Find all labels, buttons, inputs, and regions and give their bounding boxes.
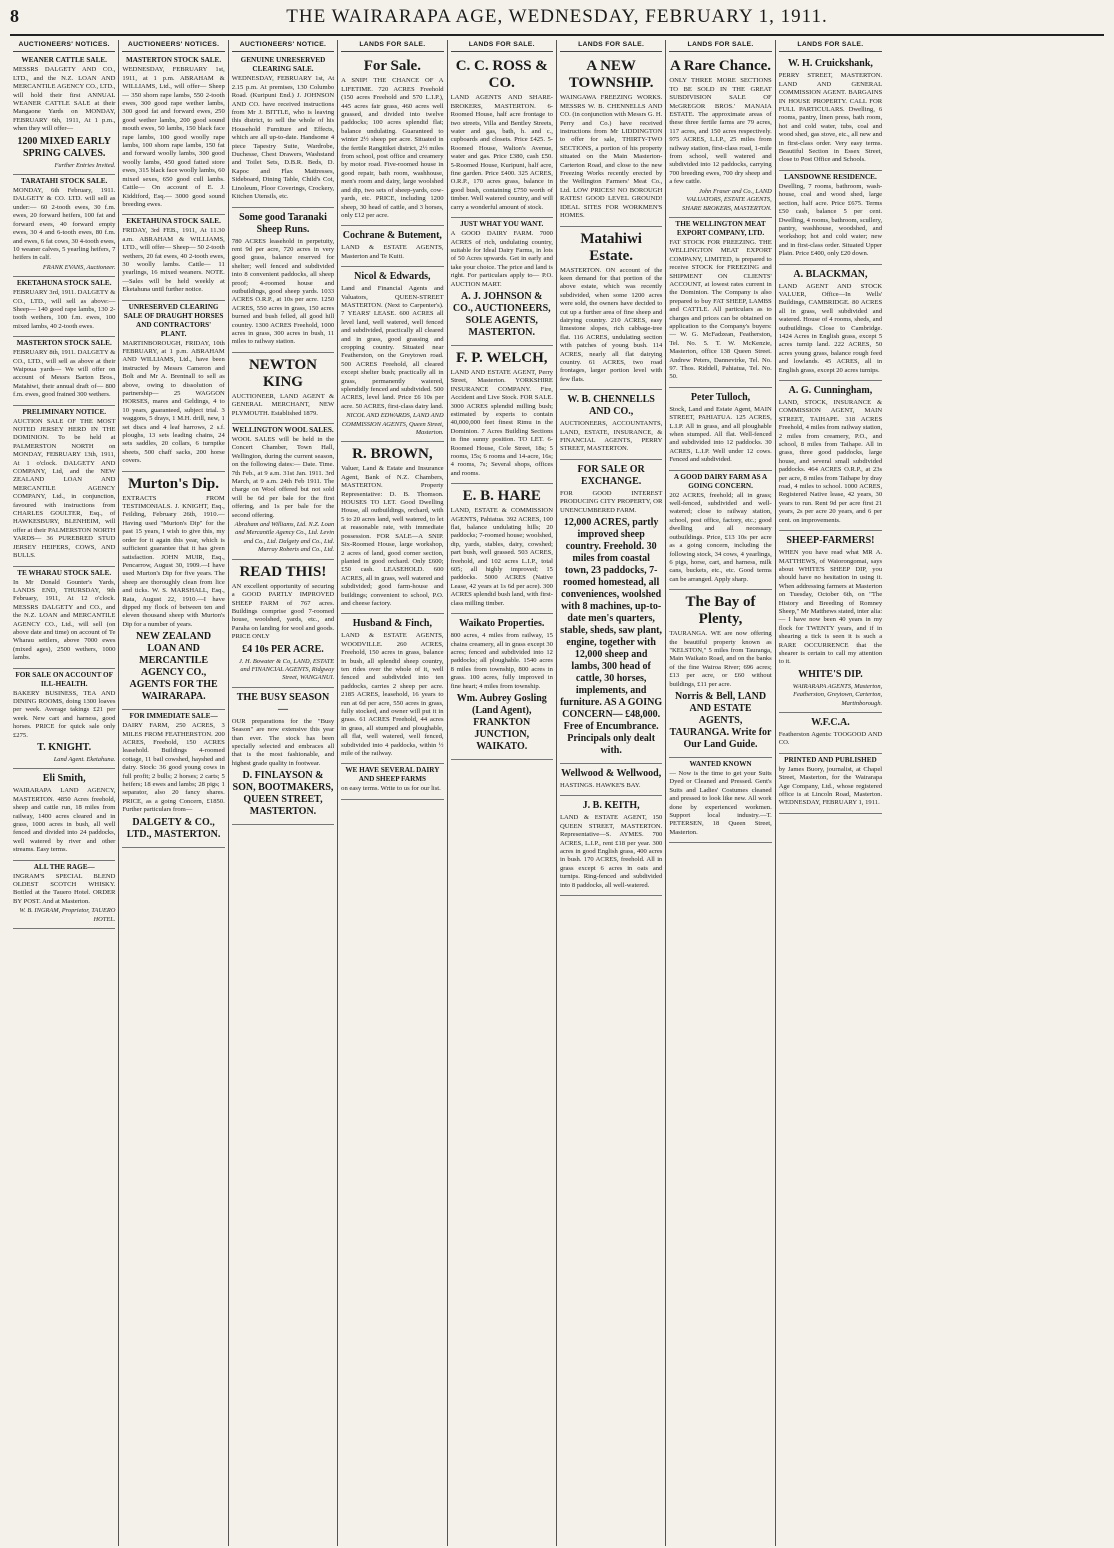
ad-body: LAND AND ESTATE AGENT, Perry Street, Masterton. YORKSHIRE INSURANCE COMPANY. Fire, Accident and Live Stock. FOR SALE. 3000 ACRES splendid milling bush; estimated by experts to contain 40,000,000 feet finest Rimu in the Dominion. 7 Acres Building Sections in fine sunny position. TO LET. 6-Roomed House, Cole Street, 18s; 5 rooms, 15s; 6 rooms and 14-acre, 16s; 4 rooms, 7s; Several shops, offices and rooms. [450, 368, 553, 477]
ad-title: J. B. KEITH, [582, 800, 640, 812]
ad-title: A. G. Cunningham, [788, 385, 873, 396]
ad-body: 800 acres, 4 miles from railway, 15 chains creamery, all in grass except 30 acres; fenced and subdivided into 12 paddocks; all ploughable. 1540 acres 8 miles from township, 800 acres in grass. 100 acres, fully improved in fine heart; 4 miles from township. [450, 632, 553, 690]
advertisement [13, 277, 115, 337]
ad-body: MESSRS DALGETY AND CO., LTD., and the N.Z. LOAN AND MERCANTILE AGENCY CO., LTD., will hold their first ANNUAL WEANER CATTLE SALE at their Mangaone Yards on MONDAY, FEBRUARY 6th, 1911, At 1 p.m., when they will offer— [13, 66, 116, 133]
ad-display-line: D. FINLAYSON & SON, BOOTMAKERS, QUEEN STREET, MASTERTON. [232, 770, 334, 818]
ad-title: Some good Taranaki Sheep Runs. [239, 211, 327, 235]
ad-signature: Land Agent. Eketahuna. [53, 756, 116, 763]
ad-body: LAND AGENT AND STOCK VALUER, Office—In Wells' Buildings, CAMBRIDGE. 80 ACRES all in grass, well subdivided and watered. House of 4 rooms, sheds, and outbuildings. Close to Cambridge. 1424 Acres in English grass, except 5 acres turnip land. 222 ACRES, 50 acres young grass, balance rough feed and lowlands. 45 ACRES, all in English grass, except 20 acres turnips. [778, 282, 883, 374]
ad-body: 780 ACRES leasehold in perpetuity, rent 9d per acre, 720 acres in very good grass, balance reserved for shelter; well fenced and subdivided into 8 convenient paddocks, all sheep proof; 4-roomed house and outbuildings, good sheep yards. 1033 ACRES O.R.P., at 10s per acre. 1250 ACRES, 550 acres in grass, 150 acres burned and bush felled, all good hill country. 1300 ACRES Freehold, 1000 acres in grass, 300 acres in bush, 11 miles to railway station. [231, 237, 335, 346]
advertisement [13, 406, 115, 567]
ad-body: LAND, ESTATE & COMMISSION AGENTS, Pahiatua. 392 ACRES, 100 flat, balance undulating hills; 20 paddocks; 7-roomed house; woolshed, dip, yards, stables, dairy, cowshed; part bush, well grassed. 503 ACRES, freehold, and 102 acres L.I.P., total 605; all highly improved; 15 paddocks. 5000 ACRES (Native Lease, 42 years at 1s 6d per acre). 300 ACRES splendid bush land, with first-class milling timber. [450, 507, 553, 607]
masthead [10, 6, 1104, 36]
advertisement [341, 54, 443, 226]
column-4 [338, 40, 447, 1546]
ad-title: W.F.C.A. [811, 717, 850, 728]
ad-body: DAIRY FARM, 250 ACRES, 3 MILES FROM FEATHERSTON. 200 ACRES, Freehold, 150 ACRES leasehold. Buildings 4-roomed cottage, 11 bail cowshed, hayshed and dairy. Stock: 36 good young cows in full profit; 2 bulls; 2 horses; 2 carts; 5 heifers; 18 ewes and lambs; 28 pigs; 1 separator, also 20 fancy shares. PRICE, as a going Concern, £1850. Further particulars from— [122, 722, 225, 814]
ad-title: A Rare Chance. [670, 58, 772, 75]
ad-title: Husband & Finch, [352, 618, 432, 630]
advertisement [122, 215, 224, 300]
ad-body: AUCTIONEERS, ACCOUNTANTS, LAND, ESTATE, INSURANCE, & FINANCIAL AGENTS, PERRY STREET, MASTERTON. [559, 420, 663, 453]
ad-body: LAND AGENTS AND SHARE-BROKERS, MASTERTON. 6-Roomed House, half acre frontage to two streets, Villa and Bentley Streets, water and gas, bath, h. and c., cupboards and closets. Price £425. 5-Roomed House, Walton's Avenue, water and gas. Price £380, cash £50. 5-Roomed House, Kuripuni, half acre, fine garden. Price £400. 325 ACRES, O.R.P., 170 acres grass, balance in good bush, containing £750 worth of timber. Well watered country, and will carry a wonderful amount of stock. [450, 94, 553, 211]
ad-body: on easy terms. Write to us for our list. [341, 785, 441, 793]
ad-title: TE WHARAU STOCK SALE. [17, 568, 112, 577]
column-8 [776, 40, 885, 1546]
advertisement [560, 796, 662, 896]
ad-title: Wellwood & Wellwood, [561, 768, 662, 780]
advertisement [13, 861, 115, 929]
advertisement [232, 424, 334, 560]
ad-title: LANSDOWNE RESIDENCE. [784, 172, 877, 181]
ad-body: Stock, Land and Estate Agent, MAIN STREET, PAHIATUA. 125 ACRES, L.I.P. All in grass, and all ploughable when stumped. All flat. Well-fenced and subdivided into 12 paddocks. 30 ACRES, L.I.P. Well under 12 cows. Fenced and subdivided. [669, 405, 772, 464]
ad-body: FRIDAY, 3rd FEB., 1911, At 11.30 a.m. ABRAHAM & WILLIAMS, LTD., will offer— Sheep— 50 2-tooth wethers, 20 fat ewes, 40 2-tooth ewes, 30 woolly lambs. Cattle— 11 yearlings, 16 mixed weaners. NOTE.—Sales will be held weekly at Eketahuna until further notice. [122, 227, 225, 294]
ad-display-line: T. KNIGHT. [37, 742, 92, 753]
advertisement [122, 301, 224, 472]
ad-title: PRELIMINARY NOTICE. [22, 407, 107, 416]
ad-body: MASTERTON. ON account of the keen demand for that portion of the above estate, which was recently subdivided, when some 1200 acres were sold, the owners have decided to cut up a further area of fine sheep and dairying country. 210 ACRES, easy limestone slopes, rich cabbage-tree flat. 116 ACRES, undulating section with patches of young bush. 114 ACRES, nearly all flat dairying country. 61 ACRES, two road frontages, larger portion level with few flats. [559, 266, 663, 383]
ad-body: LAND & ESTATE AGENTS, Masterton and Te Kuiti. [341, 244, 444, 260]
ad-body: AUCTIONEER, LAND AGENT & GENERAL MERCHANT, NEW PLYMOUTH. Established 1879. [231, 392, 335, 417]
ad-signature: W. B. INGRAM, Proprietor, TAUERO HOTEL. [19, 907, 116, 923]
advertisement [13, 567, 115, 669]
ad-body: BAKERY BUSINESS, TEA AND DINING ROOMS, doing 1300 loaves per week. Average takings £21 per week. New cart and harness, good horses. PRICE for quick sale only £275. [13, 689, 116, 739]
advertisement [669, 388, 771, 471]
advertisement [779, 531, 882, 713]
ad-title: PRINTED AND PUBLISHED [784, 755, 877, 764]
ad-title: WELLINGTON WOOL SALES. [232, 426, 334, 434]
advertisement [232, 208, 334, 353]
ad-title: The Bay of Plenty, [685, 594, 756, 628]
ad-body: FEBRUARY 3rd, 1911. DALGETY & CO., LTD., will sell as above:— Sheep— 140 good rape lambs, 130 2-tooth wethers, 100 f.m. ewes, 100 mixed lambs, 40 2-tooth ewes. [13, 289, 116, 330]
advertisement [341, 267, 443, 442]
advertisement [232, 54, 334, 207]
ad-body: INGRAM'S SPECIAL BLEND OLDEST SCOTCH WHISKY. Bottled at the Tauero Hotel. ORDER BY POST. And at Masterton. [13, 872, 116, 905]
advertisement [451, 614, 553, 760]
ad-title: THE WELLINGTON MEAT EXPORT COMPANY, LTD. [675, 219, 766, 237]
advertisement [122, 472, 224, 711]
column-1 [10, 40, 119, 1546]
ad-title: W. H. Cruickshank, [787, 58, 873, 70]
ad-body: — Now is the time to get your Suits Dyed or Cleaned and Pressed. Gent's Suits and Ladies' Costumes cleaned and pressed to look like new. All work done by experienced workmen. Support local industry.—T. PETERSEN, 18 Queen Street, Masterton. [669, 769, 772, 836]
advertisement [451, 484, 553, 614]
ad-display-line: DALGETY & CO., LTD., MASTERTON. [126, 816, 221, 840]
ad-title: A NEW TOWNSHIP. [568, 58, 654, 92]
ad-title: EKETAHUNA STOCK SALE. [16, 279, 112, 288]
advertisement [451, 54, 553, 218]
ad-title: ALL THE RAGE— [33, 862, 95, 871]
advertisement [341, 226, 443, 267]
advertisement [560, 764, 662, 796]
ad-display-line: WHITE'S DIP. [798, 668, 863, 680]
ad-title: Eli Smith, [42, 773, 86, 785]
ad-title: JUST WHAT YOU WANT. [460, 220, 544, 229]
ad-body: LAND & ESTATE AGENTS, WOODVILLE. 260 ACRES, Freehold, 150 acres in grass, balance in bush, all splendid sheep country, ten rides over the whole of it, well fenced and subdivided into ten paddocks, carries 2 sheep per acre. 2185 ACRES, leasehold, 16 years to run at 6d per acre, 550 acres in grass, fully stocked, and owner will put it in grass. 61 ACRES Freehold, 44 acres in grass, all stumped and ploughable, all flat, well watered, well fenced, subdivided into 4 paddocks, within ½ mile of the railway. [341, 632, 444, 758]
advertisement [779, 54, 882, 170]
ad-title: For Sale. [363, 58, 421, 75]
ad-title: A. BLACKMAN, [793, 268, 868, 280]
columns [10, 40, 1104, 1546]
ad-body: WAINGAWA FREEZING WORKS. MESSRS W. B. CHENNELLS AND CO. (in conjunction with Messrs G. H. Perry and Co.) have received instructions from Mr LIDDINGTON to offer for sale, THIRTY-TWO SECTIONS, a portion of his property situated on the Main Masterton-Carterton Road, and close to the new Freezing Works recently erected by the Wellington Farmers' Meat Co., Ltd. LOW PRICES! NO BOROUGH RATES! GOOD LEVEL GROUND! IDEAL SITES FOR WORKMEN'S HOMES. [559, 94, 663, 220]
ad-body: WEDNESDAY, FEBRUARY 1st, 1911, at 1 p.m. ABRAHAM & WILLIAMS, Ltd., will offer— Sheep— 350 shorn rape lambs, 550 2-tooth ewes, 300 good rape wether lambs, 300 good fat and forward ewes, 250 good wether lambs, 200 good sound mouth ewes, 50 lambs, 150 black face rape lambs, 100 good woolly rape lambs, 100 shorn rape lambs, 150 fat and forward woolly lambs, 300 good woolly lambs, 450 good fatted store ewes, 315 black face woolly lambs, 60 mixed sexes, 650 good cull lambs. Cattle— On account of E. J. Kiddiford, Esq.— 3000 good sound breeding ewes. [122, 66, 225, 208]
ad-body: HASTINGS. HAWKE'S BAY. [559, 782, 641, 790]
ad-display-line: Wm. Aubrey Gosling (Land Agent), FRANKTON JUNCTION, WAIKATO. [456, 692, 547, 752]
advertisement [232, 560, 334, 688]
advertisement [779, 713, 882, 754]
ad-title: F. P. WELCH, [455, 349, 548, 366]
ad-title: NEWTON KING [248, 356, 318, 390]
column-7 [666, 40, 775, 1546]
ad-title: E. B. HARE [462, 488, 541, 505]
ad-display-line: £4 10s PER ACRE. [242, 643, 324, 655]
column-heading: LANDS FOR SALE. [341, 40, 443, 52]
ad-display-line: 12,000 ACRES, partly improved sheep country. Freehold. 30 miles from coastal town, 23 paddocks, 7-roomed homestead, all conveniences, woolshed with 8 machines, up-to-date men's quarters, stable, sheds, saw plant, engine, together with 12,000 sheep and lambs, 300 head of cattle, 30 horses, implements, and furniture. AS A GOING CONCERN— £48,000. Free of Encumbrance. Principals only dealt with. [560, 517, 663, 757]
ad-title: GENUINE UNRESERVED CLEARING SALE. [240, 56, 326, 74]
page-number: 8 [10, 6, 19, 26]
ad-title: EKETAHUNA STOCK SALE. [126, 217, 221, 226]
column-heading: LANDS FOR SALE. [669, 40, 771, 52]
column-3 [229, 40, 338, 1546]
column-heading: LANDS FOR SALE. [560, 40, 662, 52]
ad-body: LAND, STOCK, INSURANCE & COMMISSION AGENT, MAIN STREET, TAIHAPE. 318 ACRES Freehold, 4 miles from railway station, 2 miles from creamery, P.O., and school, 8 miles from Taihape. All in grass, three good paddocks, large house, and several small subdivided paddocks. 464 ACRES O.R.P., at 23s per acre, 8 miles from Taihape by dray road, 4 miles to school. 1000 ACRES, Registered Native lease, 42 years, 30 years to run. Rent 9d per acre first 21 years, 2s per acre 20 years, and 6 per cent. on improvements. [778, 399, 883, 524]
advertisement [669, 54, 771, 218]
advertisement [451, 218, 553, 346]
ad-title: WE HAVE SEVERAL DAIRY AND SHEEP FARMS [345, 766, 440, 784]
ad-title: UNRESERVED CLEARING SALE OF DRAUGHT HORSES AND CONTRACTORS' PLANT. [123, 302, 224, 338]
ad-title: READ THIS! [239, 563, 327, 580]
ad-title: SHEEP-FARMERS! [786, 535, 875, 547]
advertisement [779, 171, 882, 265]
ad-body: A GOOD DAIRY FARM. 7000 ACRES of rich, undulating country, suitable for Ideal Dairy Farms, in lots of 50 Acres upwards. Get in early and take your choice. The price and land is right. For particulars apply to— P.O. AUCTION MART. [450, 230, 553, 288]
advertisement [13, 337, 115, 405]
column-heading: LANDS FOR SALE. [451, 40, 553, 52]
advertisement [779, 381, 882, 531]
advertisement [669, 218, 771, 388]
advertisement [341, 764, 443, 799]
ad-signature: J. H. Bowater & Co, LAND, ESTATE and FINANCIAL AGENTS, Ridgway Street, WANGANUI. [239, 657, 335, 682]
ad-title: Murton's Dip. [128, 475, 219, 492]
ad-title: Waikato Properties. [459, 618, 545, 630]
ad-body: FEBRUARY 8th, 1911. DALGETY & CO., LTD., will sell as above at their Waipoua yards— We will offer on account of Messrs Barton Bros., Matahiwi, their annual draft of— 800 f.m. ewes, good frained 300 wethers. [13, 349, 116, 399]
advertisement [122, 710, 224, 847]
ad-title: MASTERTON STOCK SALE. [16, 339, 112, 348]
advertisement [560, 390, 662, 460]
column-5 [448, 40, 557, 1546]
ad-signature: John Fraser and Co., LAND VALUATORS, ESTATE AGENTS, SHARE BROKERS, MASTERTON. [682, 187, 772, 212]
ad-title: FOR SALE OR EXCHANGE. [577, 463, 645, 487]
advertisement [122, 54, 224, 215]
ad-body: WOOL SALES will be held in the Concert Chamber, Town Hall, Wellington, during the current season, on the following dates:— Date. Time. 7th Feb., at 9 a.m. 31st Jan. 1911. 3rd March, at 9 a.m. 24th Feb 1911. The charge on Wool offered but not sold will be 6d per bale for the first offering, and 1s per bale for the second offering. [231, 436, 335, 519]
ad-body: FAT STOCK FOR FREEZING. THE WELLINGTON MEAT EXPORT COMPANY, LIMITED, is prepared to receive STOCK for FREEZING and SHIPMENT ON CLIENTS' ACCOUNT, at lowest rates current in the Dominion. The Company is also prepared to buy FAT SHEEP, LAMBS and CATTLE. All particulars as to charges and prices can be obtained on application to the Company's buyers:— W. G. McFadzean, Featherston, Tel. No. 5. T. W. McKenzie, Masterton, office 138 Queen Street. Andrew Peters, Dannevirke, Tel. No. 97. Thos. Riddell, Pahiatua, Tel. No. 50. [669, 238, 772, 381]
ad-display-line: Norris & Bell, LAND AND ESTATE AGENTS, TAURANGA. Write for Our Land Guide. [669, 690, 772, 750]
ad-display-line: NEW ZEALAND LOAN AND MERCANTILE AGENCY CO., AGENTS FOR THE WAIRARAPA. [129, 631, 218, 703]
ad-title: A GOOD DAIRY FARM AS A GOING CONCERN. [673, 472, 768, 490]
column-6 [557, 40, 666, 1546]
ad-body: Featherston Agents: TOOGOOD AND CO. [778, 731, 883, 747]
ad-body: MARTINBOROUGH, FRIDAY, 10th FEBRUARY, at 1 p.m. ABRAHAM AND WILLIAMS, Ltd., have been instructed by Messrs Cameron and Bolt and Mr A. Brentnall to sell as above, owing to dissolution of partnership— 25 WAGGON HORSES, mares and Geldings, 4 to 10 years, guaranteed, subject trial. 3 waggons, 5 drays, 1 M.H. drill, new, 1 set discs and 4 leaf harrows, 2 s.f. ploughs, 13 sets leading chains, 24 sets saddles, 20 collars, 6 turnpike sheets, 500 chaff sacks, 200 horse covers. [122, 339, 225, 465]
ad-body: WEDNESDAY, FEBRUARY 1st, At 2.15 p.m. At premises, 130 Columbo Road. (Kuripuni End.) J. JOHNSON AND CO. have received instructions from Mr J. BITTLE, who is leaving this district, to sell the whole of his Household Furniture and Effects, which are all up-to-date. Handsome 4 piece Tapestry Suite, Wardrobe, Duchesse, Chest Drawers, Washstand and Toilet Sets, D.B.R. Beds, D. Kapoc and Flax Mattresses, Sideboard, Dining Table, Child's Cot, Linoleum, Floor Coverings, Crockery, Kitchen Utensils, etc. [231, 75, 335, 201]
ad-body: PERRY STREET, MASTERTON. LAND AND GENERAL COMMISSION AGENT. BARGAINS IN HOUSE PROPERTY. CALL FOR FULL PARTICULARS. Dwelling, 6 rooms, pantry, linen press, bath room, hot and cold water, tubs, coal and wood shed, gas stove, etc., all new and in first-class order. Very easy terms. Beautiful Section in Essex Street, close to Post Office and Schools. [778, 72, 883, 164]
advertisement [451, 346, 553, 484]
ad-body: ONLY THREE MORE SECTIONS TO BE SOLD IN THE GREAT SUBDIVISION SALE OF McGREGOR BROS.' MANAIA ESTATE. The approximate areas of these three fertile farms are 79 acres, 117 acres, and 150 acres respectively. 975 ACRES, L.I.P., 25 miles from railway station, first-class road, 1-mile from school, well watered and subdivided into 12 paddocks, carrying 700 breeding ewes, 700 dry sheep and a few cattle. [669, 77, 772, 186]
ad-body: OUR preparations for the "Busy Season" are now extensive this year than ever. The stock has been specially selected and embraces all that is the most fashionable, and highest grade quality in footwear. [231, 717, 335, 767]
ad-title: R. BROWN, [352, 446, 433, 463]
ad-body: In Mr Donald Gounter's Yards, LANDS END, THURSDAY, 9th February, 1911, At 12 o'clock. MESSRS DALGETY and CO., and the N.Z. LOAN and MERCANTILE AGENCY CO., Ltd., will sell (on above date and time) on account of Te Wharau settlers, above 7000 ewes (mixed ages), 2500 wethers, 1000 lambs. [13, 578, 116, 662]
advertisement [341, 614, 443, 764]
ad-title: Peter Tulloch, [690, 391, 751, 403]
ad-display-line: 1200 MIXED EARLY SPRING CALVES. [17, 135, 111, 159]
ad-body: A SNIP! THE CHANCE OF A LIFETIME. 720 ACRES Freehold (150 acres Freehold and 570 L.I.P.), 445 acres fair grass, 460 acres well grassed, and divided into twelve paddocks; 100 acres splendid flat; balance undulating. Guaranteed to winter 2½ sheep per acre. Situated in the fertile Rangitikei district, 2½ miles from school, post office and creamery by motor road. Five-roomed house in good repair, bath room, washhouse, men's room and dairy, large woolshed and dip, two sets of sheep-yards, cow-yards, etc. PRICE, including 1200 sheep, 30 head of cattle, and 3 horses, only £12 per acre. [341, 77, 444, 219]
ad-body: TAURANGA. WE are now offering the beautiful property known as "KELSTON," 5 miles from Tauranga, Main Waikato Road, and on the banks of the fine Wairoa River; 696 acres; £13 per acre, or £60 without buildings, £11 per acre. [669, 630, 772, 688]
ad-signature: FRANK EVANS, Auctioneer. [42, 263, 116, 271]
ad-title: W. B. CHENNELLS AND CO., [567, 394, 655, 418]
column-heading: LANDS FOR SALE. [779, 40, 882, 52]
ad-title: WANTED KNOWN [689, 759, 752, 768]
ad-signature: WAIRARAPA AGENTS, Masterton, Featherston, Greytown, Carterton, Martinborough. [792, 682, 883, 707]
ad-body: AUCTION SALE OF THE MOST NOTED JERSEY HERD IN THE DOMINION. To be held at PALMERSTON NORTH on MONDAY, FEBRUARY 13th, 1911, At 1 o'clock. DALGETY AND COMPANY, Ltd, and the NEW ZEALAND LOAN AND MERCANTILE AGENCY COMPANY, Ltd., in conjunction, favoured with instructions from CHARLES GOULTER, Esq., of HAWKESBURY, BLENHEIM, will offer at their PALMERSTON NORTH YARDS— 36 PUREBRED STUD JERSEY HEIFERS, COWS, AND BULLS. [13, 417, 116, 560]
ad-body: FOR GOOD INTEREST PRODUCING CITY PROPERTY, OR UNENCUMBERED FARM. [559, 489, 663, 514]
advertisement [669, 471, 771, 590]
advertisement [13, 54, 115, 175]
advertisement [13, 769, 115, 860]
ad-body: LAND & ESTATE AGENT, 150 QUEEN STREET, MASTERTON. Representative—S. AYMES. 700 ACRES, L.I.P., rent £18 per year. 300 acres in good English grass, 400 acres in bush. 170 ACRES, freehold. All in grass except 6 acres in oats and turnips. Ring-fenced and subdivided into 8 paddocks, all well-watered. [559, 814, 663, 889]
ad-body: MONDAY, 6th February, 1911. DALGETY & CO. LTD. will sell as under:— 60 2-tooth ewes, 30 f.m. ewes, 20 forward heifers, 100 fat and forward ewes, 40 forward empty ewes, 30 4 and 6-tooth ewes, 80 f.m. and ewes, 6 fat cows, 30 4-tooth ewes, 10 weaner calves, 5 yearling heifers, 7 heifers in calf. [13, 187, 116, 262]
advertisement [232, 688, 334, 825]
ad-display-line: A. J. JOHNSON & CO., AUCTIONEERS, SOLE AGENTS, MASTERTON. [452, 290, 551, 338]
ad-body: Valuer, Land & Estate and Insurance Agent, Bank of N.Z. Chambers, MASTERTON. Property Representative: D. B. Thomson. HOUSES TO LET. Good Dwelling House, all outbuildings, orchard, with 5 to 20 acres land, well watered, to let at reasonable rate, with immediate possession. FOR SALE—A SNIP. Six-Roomed House, large workshop, 2 acres of land, good corner section, planted in good orchard. Only £600; £50 cash. LEASEHOLD. 600 ACRES, all in grass, well watered and subdivided; good farm-house and buildings; convenient to school, P.O. and cheese factory. [341, 465, 444, 607]
advertisement [232, 353, 334, 424]
advertisement [560, 460, 662, 764]
ad-body: Dwelling, 7 rooms, bathroom, wash-house, coal and wood shed, large section, half acre. Price £675. Terms £50 cash, balance 5 per cent. Dwelling, 4 rooms, bathroom, scullery, pantry, washhouse, woodshed, and workshop; hot and cold water; new and in first-class order. Situated Upper Plain. Price £400, only £20 down. [778, 182, 883, 258]
ad-body: 202 ACRES, freehold; all in grass; well-fenced, subdivided and well-watered; close to railway station, school, post office, factory, etc.; good dwelling and all necessary outbuildings. Price, £13 10s per acre as a going concern, including the following stock, 34 cows, 4 yearlings, 6 pigs, horse, cart, and harness, milk cans, buckets, etc., etc. Good terms can be arranged. Apply sharp. [669, 491, 772, 583]
column-heading: AUCTIONEERS' NOTICES. [13, 40, 115, 52]
advertisement [341, 442, 443, 614]
ad-body: EXTRACTS FROM TESTIMONIALS. J. KNIGHT, Esq., Feilding, February 26th, 1910.—Having used "Murton's Dip" for the past 15 years, I wish to give this, my order for it again this year, which is sufficient guarantee that it has given satisfaction. JOHN MUIR, Esq., Pencarrow, August 30, 1909.—I have used Murton's Dip for five years. The sheep are thoroughly clean from lice and ticks. W. S. MARSHALL, Esq., Rata, August 22, 1910.—I have dipped my flock of between ten and eleven thousand sheep with Murton's Dip for a number of years. [122, 494, 225, 628]
advertisement [779, 754, 882, 814]
ad-body: WHEN you have read what MR A. MATTHEWS, of Waiorongomai, says about WHITE'S SHEEP DIP, you should have no hesitation in using it. When addressing farmers at Masterton on Tuesday, October 6th, on "The History and Breeding of Romney Sheep," Mr Matthews stated, inter alia:— I have now been 40 years in my flock for TWENTY years, and if in shearing a tick is seen it is such a RARE OCCURRENCE that the shearer is certain to call my attention to it. [778, 549, 883, 666]
ad-title: FOR SALE ON ACCOUNT OF ILL-HEALTH. [15, 670, 114, 688]
newspaper-title: THE WAIRARAPA AGE, WEDNESDAY, FEBRUARY 1, 1911. [286, 6, 828, 27]
ad-signature: Abraham and Williams, Ltd. N.Z. Loan and Mercantile Agency Co., Ltd. Levin and Co., Ltd. Dalgety and Co., Ltd. Murray Roberts and Co., Ltd. [234, 521, 335, 554]
advertisement [560, 54, 662, 226]
ad-title: Cochrane & Butement, [342, 230, 442, 242]
ad-body: AN excellent opportunity of securing a GOOD PARTLY IMPROVED SHEEP FARM of 767 acres. Buildings comprise good 7-roomed house, woolshed, yards, etc., and Paraha on landing for wool and goods. PRICE ONLY [231, 582, 335, 641]
ad-title: THE BUSY SEASON— [236, 691, 330, 715]
ad-title: WEANER CATTLE SALE. [21, 56, 107, 65]
advertisement [669, 590, 771, 758]
ad-title: TARATAHI STOCK SALE. [21, 177, 108, 186]
ad-signature: NICOL AND EDWARDS, LAND AND COMMISSION AGENTS, Queen Street, Masterton. [341, 412, 444, 437]
ad-title: FOR IMMEDIATE SALE— [129, 712, 218, 721]
ad-body: WAIRARAPA LAND AGENCY, MASTERTON. 4850 Acres freehold, sheep and cattle run, 18 miles from railway, 1400 acres cleared and in grass, 1000 acres in bush, all well fenced and divided into 24 paddocks, well watered by river and other streams. Easy terms. [13, 787, 116, 854]
advertisement [669, 758, 771, 843]
ad-body: by James Buory, journalist, at Chapel Street, Masterton, for the Wairarapa Age Company, Ltd., whose registered office is at Lincoln Road, Masterton. WEDNESDAY, FEBRUARY 1, 1911. [778, 765, 883, 807]
column-heading: AUCTIONEERS' NOTICES. [122, 40, 224, 52]
ad-signature: Further Entries Invited. [54, 161, 116, 169]
advertisement [13, 175, 115, 277]
ad-title: Nicol & Edwards, [354, 271, 431, 283]
ad-title: C. C. ROSS & CO. [455, 58, 548, 92]
ad-title: Matahiwi Estate. [580, 230, 642, 264]
column-2 [119, 40, 228, 1546]
ad-body: Land and Financial Agents and Valuators, QUEEN-STREET MASTERTON. (Next to Carpenter's). 7 YEARS' LEASE. 600 ACRES all level land, well watered, well fenced and subdivided, practically all cleared and in grass, good grassing and cropping country. Situated near Featherston, on the Greytown road. 500 ACRES Freehold, all cleared except shelter bush; practically all in grass, permanently watered, splendidly fenced and subdivided. 500 ACRES, level land. Price £6 10s per acre. 50 ACRES, first-class dairy land. [341, 285, 444, 410]
column-heading: AUCTIONEERS' NOTICE. [232, 40, 334, 52]
advertisement [779, 265, 882, 381]
advertisement [13, 669, 115, 770]
ad-title: MASTERTON STOCK SALE. [126, 56, 222, 65]
advertisement [560, 227, 662, 391]
